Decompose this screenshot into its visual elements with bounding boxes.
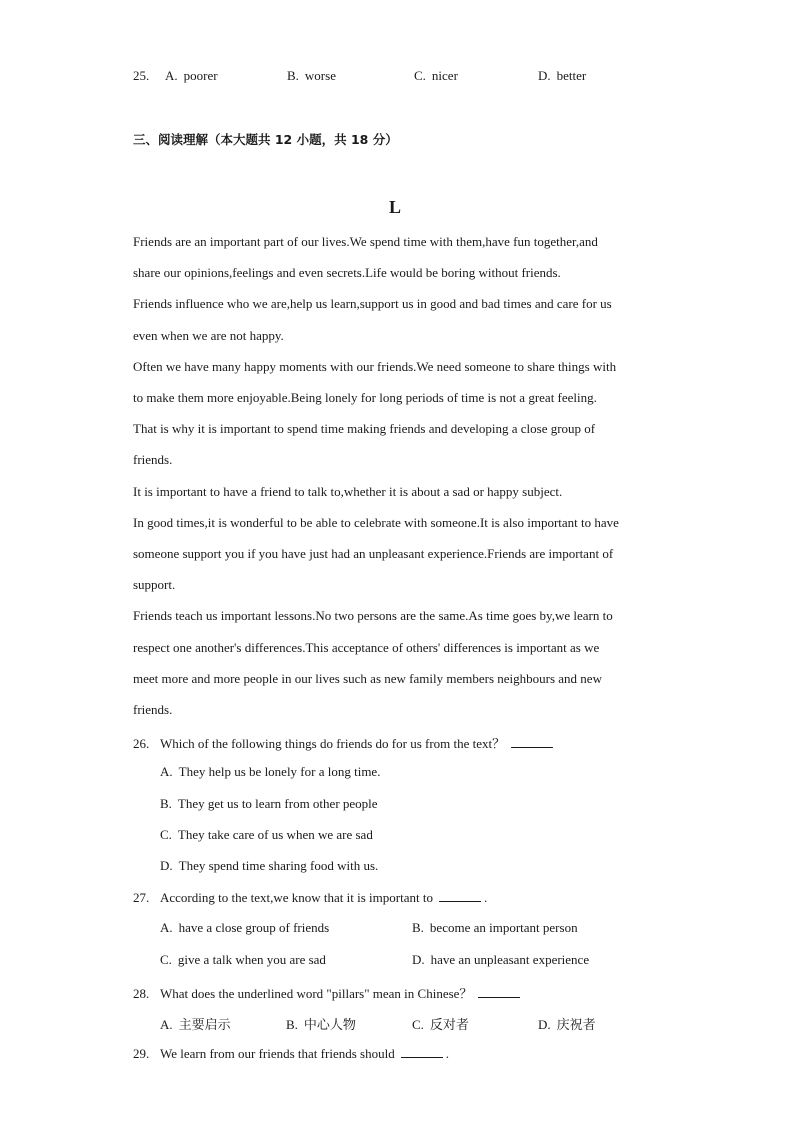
passage-line: to make them more enjoyable.Being lonely for long periods of time is not a great feeling. — [133, 390, 597, 405]
passage-line: support. — [133, 577, 176, 592]
option-d: D. They spend time sharing food with us. — [160, 858, 379, 873]
passage-title: L — [389, 197, 402, 217]
passage-line: share our opinions,feelings and even secrets.Life would be boring without friends. — [133, 265, 561, 280]
option-c: C. They take care of us when we are sad — [160, 827, 373, 842]
passage-line: friends. — [133, 452, 173, 467]
option-d: D. better — [538, 68, 587, 83]
question-25 — [0, 68, 794, 86]
question-26-stem — [133, 733, 553, 752]
option-b: B. They get us to learn from other people — [160, 796, 378, 811]
question-29-stem: 29. We learn from our friends that friends should . — [133, 1046, 449, 1061]
option-d: D. 庆祝者 — [538, 1017, 596, 1033]
question-28-stem — [133, 983, 520, 1002]
question-27-stem: 27. According to the text,we know that it is important to . — [133, 890, 488, 905]
option-b: B. 中心人物 — [286, 1017, 356, 1033]
question-number: 26. — [133, 736, 150, 751]
answer-blank[interactable] — [439, 889, 481, 902]
passage-line: It is important to have a friend to talk to,whether it is about a sad or happy subject. — [133, 484, 563, 499]
passage-line: Friends influence who we are,help us learn,support us in good and bad times and care for us — [133, 296, 612, 311]
answer-blank[interactable] — [401, 1045, 443, 1058]
option-a: A. 主要启示 — [160, 1017, 231, 1033]
answer-blank[interactable] — [511, 735, 553, 748]
question-text: What does the underlined word "pillars" mean in Chinese？ — [160, 986, 473, 1001]
passage-line: Often we have many happy moments with our friends.We need someone to share things with — [133, 359, 617, 374]
question-text: According to the text,we know that it is important to — [160, 890, 433, 905]
question-number: 25. — [133, 68, 150, 83]
passage-line: friends. — [133, 702, 173, 717]
option-c: C. 反对者 — [412, 1017, 469, 1033]
question-number: 27. — [133, 890, 150, 905]
answer-blank[interactable] — [478, 985, 520, 998]
passage-line: Friends are an important part of our lives.We spend time with them,have fun together,and — [133, 234, 598, 249]
passage-line: meet more and more people in our lives such as new family members neighbours and new — [133, 671, 602, 686]
question-text: Which of the following things do friends do for us from the text？ — [160, 736, 506, 751]
option-a: A. poorer — [165, 68, 218, 83]
section-heading: 三、阅读理解（本大题共 12 小题，共 18 分） — [133, 132, 398, 147]
question-number: 29. — [133, 1046, 150, 1061]
passage-line: In good times,it is wonderful to be able to celebrate with someone.It is also important to have — [133, 515, 619, 530]
passage-line: someone support you if you have just had an unpleasant experience.Friends are important of — [133, 546, 614, 561]
passage-line: even when we are not happy. — [133, 328, 284, 343]
passage-line: That is why it is important to spend time making friends and developing a close group of — [133, 421, 596, 436]
option-b: B. worse — [287, 68, 336, 83]
passage-line: respect one another's differences.This acceptance of others' differences is important as we — [133, 640, 600, 655]
option-c: C. give a talk when you are sad — [160, 952, 326, 967]
option-b: B. become an important person — [412, 920, 578, 935]
passage-line: Friends teach us important lessons.No two persons are the same.As time goes by,we learn to — [133, 608, 613, 623]
option-c: C. nicer — [414, 68, 458, 83]
option-a: A. They help us be lonely for a long time. — [160, 764, 381, 779]
option-a: A. have a close group of friends — [160, 920, 330, 935]
question-text: We learn from our friends that friends should — [160, 1046, 395, 1061]
option-d: D. have an unpleasant experience — [412, 952, 590, 967]
question-number: 28. — [133, 986, 150, 1001]
